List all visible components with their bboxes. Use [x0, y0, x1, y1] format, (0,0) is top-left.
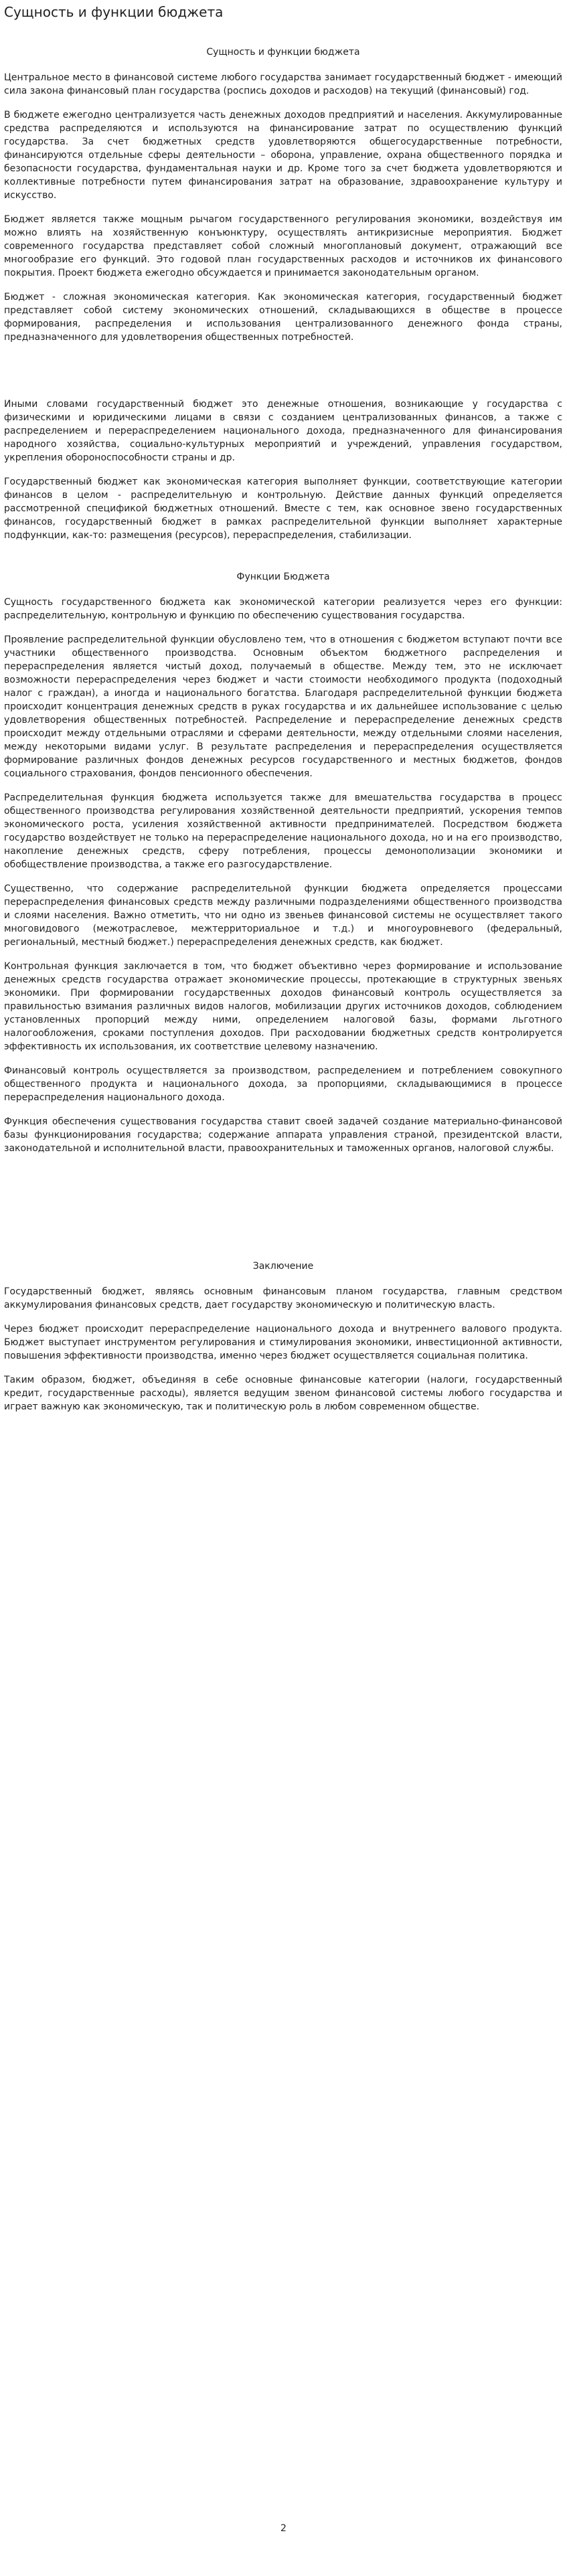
section-heading-functions: Функции Бюджета	[236, 572, 330, 582]
section-conclusion	[4, 1260, 562, 1413]
paragraph: Государственный бюджет, являясь основным финансовым планом государства, главным средством аккумулирования финансовых средств, дает государству экономическую и политическую власть.	[4, 1286, 562, 1310]
paragraph: Иными словами государственный бюджет это денежные отношения, возникающие у государства с физическими и юридическими лицами в связи с созданием централизованных финансов, а также с распределением и перераспределением национального дохода, предназначенного для финансирования народного хозяйства, социально-культурных мероприятий и учреждений, управления государством, укрепления обороноспособности страны и др.	[4, 399, 562, 463]
paragraph: Контрольная функция заключается в том, что бюджет объективно через формирование и использование денежных средств государства отражает экономические процессы, протекающие в структурных звеньях экономики. При формировании государственных доходов финансовый контроль осуществляется за правильностью взимания различных видов налогов, мобилизации других источников доходов, соблюдением установленных пропорций между ними, определением налоговой базы, формами льготного налогообложения, сроками поступления доходов. При расходовании бюджетных средств контролируется эффективность их использования, их соответствие целевому назначению.	[4, 961, 562, 1052]
section-heading-conclusion: Заключение	[252, 1261, 314, 1272]
blank-space	[4, 355, 562, 398]
paragraph: В бюджете ежегодно централизуется часть денежных доходов предприятий и населения. Аккумулированные средства распределяются и используются на финансирование затрат по осуществлению функций государства. За счет бюджетных средств удовлетворяются общегосударственные потребности, финансируются отдельные сферы деятельности – оборона, управление, охрана общественного порядка и безопасности государства, фундаментальная науки и др. Кроме того за счет бюджета удовлетворяются и коллективные потребности путем финансирования затрат на образование, здравоохранение культуру и искусство.	[4, 110, 562, 201]
blank-space	[4, 1166, 562, 1260]
paragraph: Функция обеспечения существования государства ставит своей задачей создание материально-финансовой базы функционирования государства; содержание аппарата управления страной, президентской власти, законодательной и исполнительной власти, правоохранительных и таможенных органов, налоговой службы.	[4, 1116, 562, 1154]
paragraph: Центральное место в финансовой системе любого государства занимает государственный бюджет - имеющий сила закона финансовый план государства (роспись доходов и расходов) на текущий (финансовый) год.	[4, 72, 562, 96]
page-number: 2	[280, 2523, 287, 2534]
blank-space	[4, 553, 562, 570]
paragraph: Распределительная функция бюджета используется также для вмешательства государства в процесс общественного производства регулирования хозяйственной деятельности предприятий, ускорения темпов экономического роста, усиления хозяйственной активности предпринимателей. Посредством бюджета государство воздействует не только на перераспределение национального дохода, но и на его производство, накопление денежных средств, сферу потребления, процессы демонополизации экономики и обобществление производства, а также его разгосударствление.	[4, 792, 562, 870]
document-body	[4, 46, 562, 1424]
paragraph: Таким образом, бюджет, объединяя в себе основные финансовые категории (налоги, государственный кредит, государственные расходы), является ведущим звеном финансовой системы любого государства и играет важную как экономическую, так и политическую роль в любом современном обществе.	[4, 1375, 562, 1412]
section-functions	[4, 570, 562, 1155]
paragraph: Через бюджет происходит перераспределение национального дохода и внутреннего валового продукта. Бюджет выступает инструментом регулирования и стимулирования экономики, инвестиционной активности, повышения эффективности производства, именно через бюджет осуществляется социальная политика.	[4, 1324, 562, 1361]
paragraph: Существенно, что содержание распределительной функции бюджета определяется процессами перераспределения финансовых средств между различными подразделениями общественного производства и слоями населения. Важно отметить, что ни одно из звеньев финансовой системы не осуществляет такого многовидового (межотраслевое, межтерриториальное и т.д.) и многоуровневого (федеральный, региональный, местный бюджет.) перераспределения денежных средств, как бюджет.	[4, 883, 562, 948]
paragraph: Государственный бюджет как экономическая категория выполняет функции, соответствующие категории финансов в целом - распределительную и контрольную. Действие данных функций определяется рассмотренной спецификой бюджетных отношений. Вместе с тем, как основное звено государственных финансов, государственный бюджет в рамках распределительной функции выполняет характерные подфункции, как-то: размещения (ресурсов), перераспределения, стабилизации.	[4, 477, 562, 541]
paragraph: Бюджет - сложная экономическая категория. Как экономическая категория, государственный бюджет представляет собой систему экономических отношений, складывающихся в обществе в процессе формирования, распределения и использования централизованного денежного фонда страны, предназначенного для удовлетворения общественных потребностей.	[4, 292, 562, 343]
section-essence	[4, 46, 562, 542]
paragraph: Проявление распределительной функции обусловлено тем, что в отношения с бюджетом вступают почти все участники общественного производства. Основным объектом бюджетного распределения и перераспределения является чистый доход, получаемый в обществе. Между тем, это не исключает возможности перераспределения через бюджет и части стоимости необходимого продукта (подоходный налог с граждан), а иногда и национального богатства. Благодаря распределительной функции бюджета происходит концентрация денежных средств в руках государства и их дальнейшее использование с целью удовлетворения общественных потребностей. Распределение и перераспределение денежных средств происходит между отдельными отраслями и сферами деятельности, между отдельными слоями населения, между некоторыми видами услуг. В результате распределения и перераспределения осуществляется формирование различных фондов денежных ресурсов государственного и местных бюджетов, фондов социального страхования, фондов пенсионного обеспечения.	[4, 634, 562, 779]
document-title: Сущность и функции бюджета	[4, 4, 224, 20]
paragraph: Бюджет является также мощным рычагом государственного регулирования экономики, воздействуя им можно влиять на хозяйственную конъюнктуру, осуществлять антикризисные мероприятия. Бюджет современного государства представляет собой сложный многоплановый документ, отражающий все многообразие его функций. Это годовой план государственных расходов и источников их финансового покрытия. Проект бюджета ежегодно обсуждается и принимается законодательным органом.	[4, 214, 562, 278]
section-heading-essence: Сущность и функции бюджета	[206, 47, 360, 58]
paragraph: Сущность государственного бюджета как экономической категории реализуется через его функции: распределительную, контрольную и функцию по обеспечению существования государства.	[4, 597, 562, 621]
paragraph: Финансовый контроль осуществляется за производством, распределением и потреблением совокупного общественного продукта и национального дохода, за пропорциями, складывающимися в процессе перераспределения национального дохода.	[4, 1065, 562, 1103]
